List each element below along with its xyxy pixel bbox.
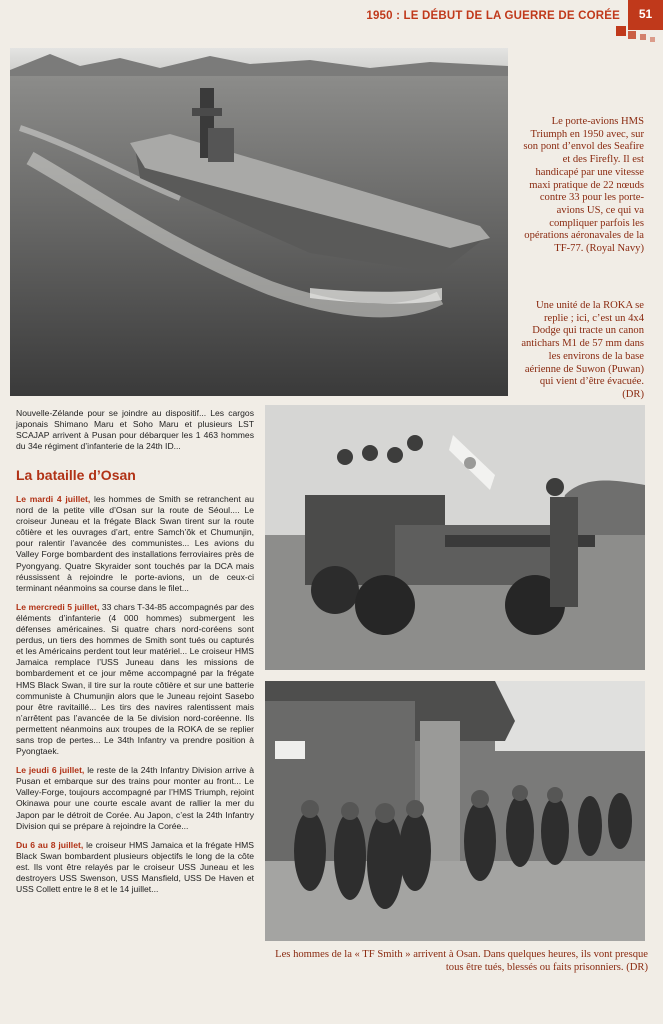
section-title: La bataille d’Osan	[16, 467, 136, 483]
paragraph-lead: Du 6 au 8 juillet,	[16, 839, 84, 850]
paragraph-text: le croiseur HMS Jamaica et la frégate HMS Black Swan bombardent plusieurs objectifs le long de la côte est. Ils vont être relayés par le croiseur USS Juneau et les destroyers USS Swenson, USS Mansfield, USS De Haven et USS Collett entre le 8 et le 14 juillet...	[16, 839, 254, 895]
paragraph-text: le reste de la 24th Infantry Division arrive à Pusan et embarque sur des trains pour monter au front... Le Valley-Forge, toujours accompagné par l’HMS Triumph, rejoint Okinawa pour une courte escale avant de rallier la mer du Japon par le détroit de Corée. Au Japon, c’est la 24th Infantry Division qui se prépare à rejoindre la Corée...	[16, 765, 254, 831]
decor-square	[640, 34, 646, 40]
paragraph-6-8-july	[16, 840, 254, 895]
article-body	[16, 494, 254, 903]
intro-paragraph	[16, 408, 254, 460]
roka-gun-photo	[265, 405, 645, 670]
carrier-caption: Le porte-avions HMS Triumph en 1950 avec, sur son pont d’envol des Seafire et des Firefly. Il est handicapé par une vitesse maxi pratique de 22 nœuds contre 33 pour les porte-avions US, ce qui va compliquer parfois les opérations aéronavales de la TF-77. (Royal Navy)	[523, 116, 644, 255]
paragraph-5-july	[16, 602, 254, 757]
decor-square	[628, 31, 636, 39]
paragraph-lead: Le jeudi 6 juillet,	[16, 765, 85, 776]
paragraph-4-july	[16, 494, 254, 594]
header-title: 1950 : LE DÉBUT DE LA GUERRE DE CORÉE	[366, 10, 620, 22]
tf-smith-photo	[265, 681, 645, 941]
running-header	[358, 6, 620, 28]
paragraph-text: les hommes de Smith se retranchent au nord de la petite ville d’Osan sur la route de Séoul.... Le croiseur Juneau et la frégate Black Swan tirent sur la route côtière et les ouvrages d’art, entre Samch’ŏk et Chumunjin, pour ralentir l’avancée des communistes... Les avions du Valley Forge bombardent des installations ferroviaires près de Pyongyang. Quatre Skyraider sont touchés par la DCA mais réussissent à rejoindre le porte-avions, un de ceux-ci terminant néanmoins sa course dans le filet...	[16, 494, 255, 593]
page-number: 51	[638, 7, 653, 21]
page-number-box	[628, 0, 663, 30]
roka-caption: Une unité de la ROKA se replie ; ici, c’est un 4x4 Dodge qui tracte un canon antichars M1 de 57 mm dans les environs de la base aérienne de Suwon (Puwan) qui vient d’être évacuée. (DR)	[521, 300, 644, 400]
decor-square	[616, 26, 626, 36]
decor-square	[650, 37, 655, 42]
paragraph-text: 33 chars T-34-85 accompagnés par des éléments d’infanterie (4 000 hommes) submergent les défenses américaines. Si quatre chars nord-coréens sont perdus, un tiers des hommes de Smith sont tués ou capturés et les Américains perdent tout leur matériel... Le croiseur HMS Jamaica remplace l’USS Juneau dans les missions de bombardement et ce jour même accompagné par la frégate HMS Black Swan, il tire sur la route côtière et sur une batterie communiste à Chumunjin alors que le Juneau rejoint Sasebo pour être ravitaillé... Les tirs des navires ralentissent mais n’arrêtent pas l’avancée de la 5e division nord-coréenne. Ils permettent néanmoins aux troupes de la ROKA de se replier sans trop de pertes... Le 34th Infantry va prendre position à Pyongtaek.	[16, 601, 254, 757]
tf-smith-caption: Les hommes de la « TF Smith » arrivent à Osan. Dans quelques heures, ils vont presque tous être tués, blessés ou faits prisonniers. (DR)	[275, 949, 648, 973]
paragraph-6-july	[16, 765, 254, 832]
paragraph-lead: Le mardi 4 juillet,	[16, 494, 91, 504]
intro-text: Nouvelle-Zélande pour se joindre au dispositif... Les cargos japonais Shimano Maru et Soho Maru et plusieurs LST SCAJAP arrivent à Pusan pour débarquer les 1 463 hommes du 34e régiment d’infanterie de la 24th ID...	[16, 408, 254, 452]
paragraph-lead: Le mercredi 5 juillet,	[16, 601, 100, 612]
carrier-photo	[10, 48, 508, 396]
